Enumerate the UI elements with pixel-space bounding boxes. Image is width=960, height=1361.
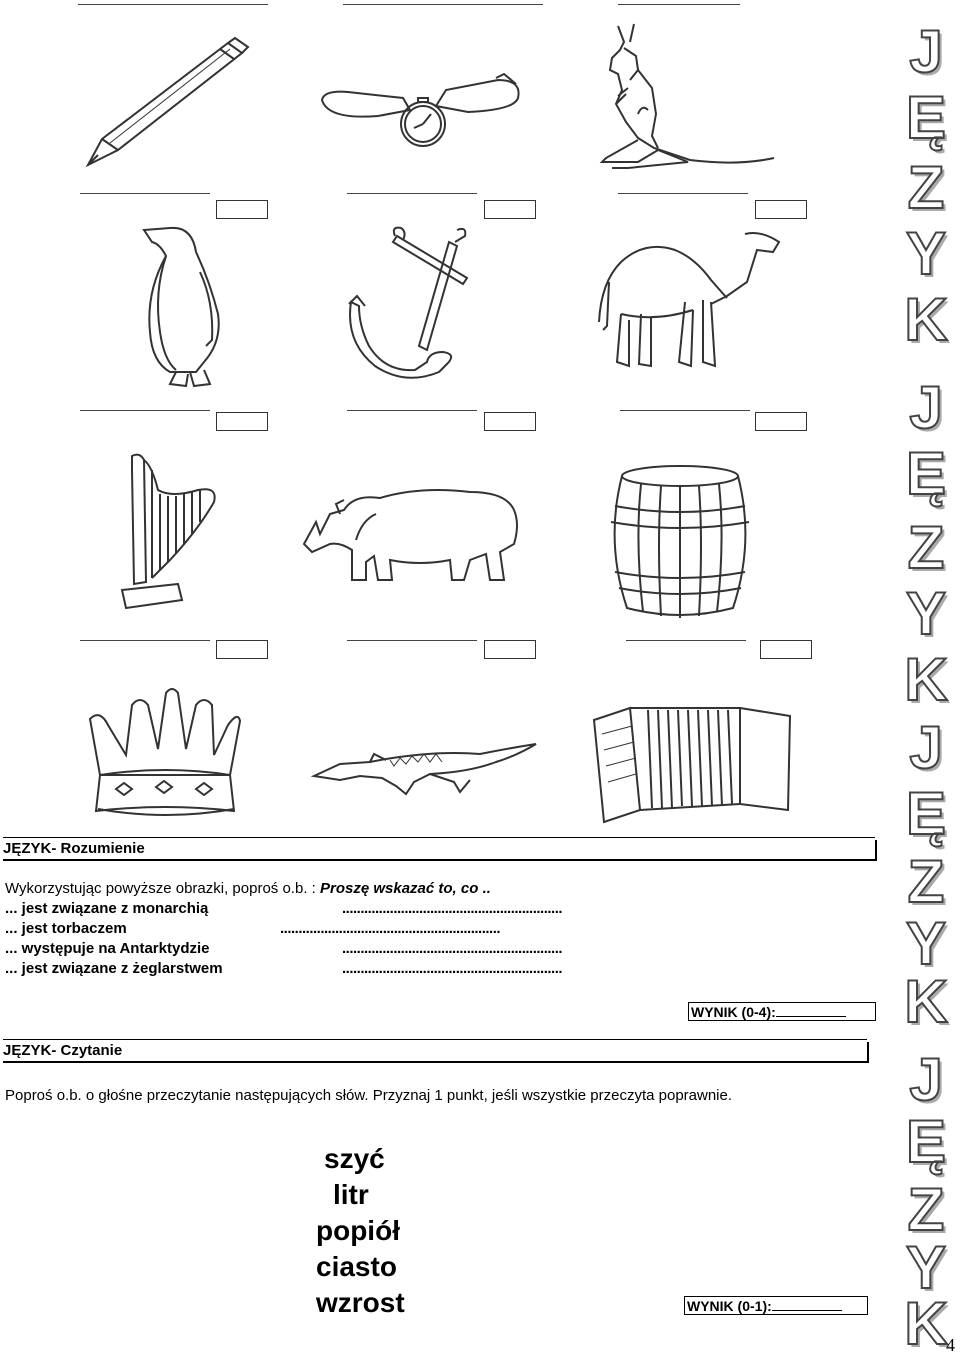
score-box-reading[interactable] (684, 1296, 868, 1315)
label-box[interactable] (216, 412, 268, 431)
score-box-comprehension[interactable] (688, 1002, 876, 1021)
reading-instruction: Poproś o.b. o głośne przeczytanie następujących słów. Przyznaj 1 punkt, jeśli wszystkie przeczyta poprawnie. (5, 1087, 733, 1104)
label-box[interactable] (484, 200, 536, 219)
answer-line-1[interactable]: ............................................................ (342, 900, 563, 917)
reading-word: litr (333, 1179, 369, 1210)
side-banner-letter: Z (907, 848, 945, 915)
pencil-icon (80, 35, 250, 170)
side-banner-letter: J (909, 374, 943, 441)
reading-word: popiół (316, 1215, 400, 1246)
label-box[interactable] (755, 412, 807, 431)
score-blank[interactable] (772, 1298, 842, 1311)
side-banner-letter: J (909, 1046, 943, 1113)
side-banner-letter: Y (905, 580, 947, 647)
reading-word: szyć (324, 1143, 385, 1174)
instruction-italic: Proszę wskazać to, co .. (320, 880, 491, 897)
answer-line-3[interactable]: ............................................................ (342, 940, 563, 957)
answer-line-4[interactable]: ............................................................ (342, 960, 563, 977)
side-banner-letter: Y (905, 220, 947, 287)
label-box[interactable] (484, 412, 536, 431)
crocodile-icon (310, 740, 538, 798)
crown-icon (86, 685, 244, 823)
label-box[interactable] (755, 200, 807, 219)
page-number: 4 (946, 1335, 955, 1355)
score-blank[interactable] (776, 1004, 846, 1017)
section-header-reading (3, 1042, 869, 1063)
anchor-icon (345, 222, 470, 392)
label-line (347, 410, 477, 411)
side-banner-letter: Y (905, 910, 947, 977)
label-box[interactable] (484, 640, 536, 659)
label-line (618, 193, 748, 194)
label-line (78, 4, 268, 5)
kangaroo-icon (598, 18, 778, 178)
question-3: ... występuje na Antarktydzie (5, 940, 210, 957)
watch-icon (318, 70, 523, 150)
label-box[interactable] (216, 200, 268, 219)
rhinoceros-icon (300, 480, 525, 590)
question-2: ... jest torbaczem (5, 920, 127, 937)
side-banner-letter: J (909, 18, 943, 85)
instruction-plain: Wykorzystując powyższe obrazki, poproś o.b. : (5, 880, 320, 897)
side-banner-letter: K (904, 286, 948, 353)
side-banner-letter: Y (905, 1234, 947, 1301)
side-banner-letter: K (904, 1290, 948, 1357)
label-line (618, 4, 740, 5)
side-banner-letter: Z (907, 154, 945, 221)
side-banner-letter: J (909, 714, 943, 781)
side-banner-letter: Ę (905, 84, 947, 151)
harp-icon (118, 450, 220, 612)
score-label: WYNIK (0-4): (691, 1004, 776, 1020)
side-banner-letter: Z (907, 514, 945, 581)
answer-line-2[interactable]: ............................................................ (280, 920, 501, 937)
side-banner-letter: K (904, 646, 948, 713)
side-banner-letter: Ę (905, 1108, 947, 1175)
side-banner-letter: Ę (905, 440, 947, 507)
label-line (347, 193, 477, 194)
barrel-icon (605, 462, 755, 622)
label-box[interactable] (216, 640, 268, 659)
camel-icon (595, 222, 785, 372)
label-line (347, 640, 477, 641)
score-label: WYNIK (0-1): (687, 1298, 772, 1314)
section-header-comprehension (3, 840, 877, 861)
label-box[interactable] (760, 640, 812, 659)
section-title: JĘZYK- Czytanie (3, 1042, 123, 1059)
label-line (620, 410, 750, 411)
accordion-icon (590, 700, 795, 825)
section-title: JĘZYK- Rozumienie (3, 840, 145, 857)
reading-word: wzrost (316, 1287, 405, 1318)
side-banner-letter: K (904, 968, 948, 1035)
label-line (80, 193, 210, 194)
question-4: ... jest związane z żeglarstwem (5, 960, 223, 977)
side-banner-letter: Ę (905, 780, 947, 847)
side-banner-letter: Z (907, 1176, 945, 1243)
question-1: ... jest związane z monarchią (5, 900, 209, 917)
label-line (80, 640, 210, 641)
instruction-text (5, 880, 491, 898)
penguin-icon (130, 222, 225, 390)
reading-word: ciasto (316, 1251, 397, 1282)
label-line (343, 4, 543, 5)
label-line (80, 410, 210, 411)
label-line (626, 640, 746, 641)
